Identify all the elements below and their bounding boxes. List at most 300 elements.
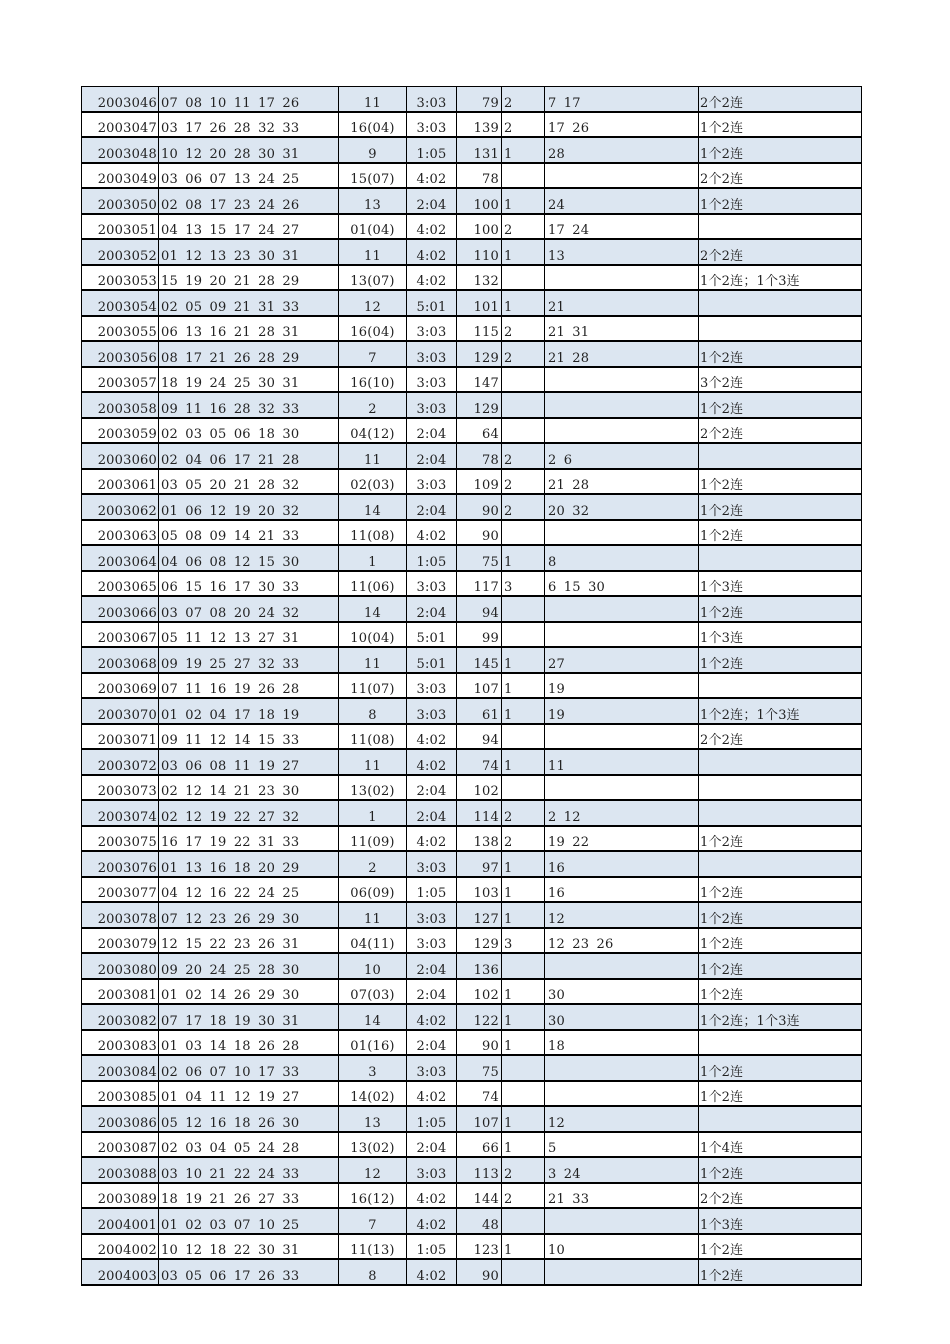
odd-even-ratio-cell: 4:02 — [407, 265, 457, 291]
repeat-numbers-cell: 13 — [545, 239, 699, 265]
blue-ball-cell: 11(13) — [339, 1234, 407, 1260]
repeat-count-cell: 1 — [502, 749, 545, 775]
repeat-count-cell: 1 — [502, 290, 545, 316]
issue-cell: 2003077 — [82, 877, 159, 903]
blue-ball-cell: 16(04) — [339, 112, 407, 138]
odd-even-ratio-cell: 3:03 — [407, 367, 457, 393]
repeat-count-cell — [502, 392, 545, 418]
odd-even-ratio-cell: 2:04 — [407, 775, 457, 801]
repeat-numbers-cell — [545, 1259, 699, 1285]
blue-ball-cell: 13(07) — [339, 265, 407, 291]
consecutive-note-cell: 2个2连 — [699, 163, 862, 189]
numbers-cell: 07 08 10 11 17 26 — [159, 87, 339, 112]
blue-ball-cell: 11 — [339, 902, 407, 928]
numbers-cell: 03 07 08 20 24 32 — [159, 596, 339, 622]
issue-cell: 2003069 — [82, 673, 159, 699]
odd-even-ratio-cell: 1:05 — [407, 877, 457, 903]
numbers-cell: 05 12 16 18 26 30 — [159, 1106, 339, 1132]
blue-ball-cell: 1 — [339, 800, 407, 826]
numbers-cell: 09 11 16 28 32 33 — [159, 392, 339, 418]
repeat-numbers-cell — [545, 724, 699, 750]
odd-even-ratio-cell: 2:04 — [407, 494, 457, 520]
repeat-count-cell: 1 — [502, 1030, 545, 1056]
odd-even-ratio-cell: 3:03 — [407, 341, 457, 367]
issue-cell: 2003049 — [82, 163, 159, 189]
repeat-count-cell: 2 — [502, 112, 545, 138]
blue-ball-cell: 01(16) — [339, 1030, 407, 1056]
repeat-count-cell: 2 — [502, 87, 545, 112]
numbers-cell: 07 17 18 19 30 31 — [159, 1004, 339, 1030]
repeat-numbers-cell: 7 17 — [545, 87, 699, 112]
sum-cell: 107 — [457, 673, 502, 699]
odd-even-ratio-cell: 2:04 — [407, 953, 457, 979]
consecutive-note-cell: 1个2连 — [699, 392, 862, 418]
issue-cell: 2003080 — [82, 953, 159, 979]
blue-ball-cell: 06(09) — [339, 877, 407, 903]
consecutive-note-cell: 1个2连 — [699, 1259, 862, 1285]
sum-cell: 90 — [457, 1030, 502, 1056]
numbers-cell: 03 06 07 13 24 25 — [159, 163, 339, 189]
consecutive-note-cell: 1个2连 — [699, 1081, 862, 1107]
blue-ball-cell: 13 — [339, 188, 407, 214]
sum-cell: 101 — [457, 290, 502, 316]
table-row — [82, 571, 862, 597]
repeat-numbers-cell: 12 — [545, 1106, 699, 1132]
sum-cell: 109 — [457, 469, 502, 495]
blue-ball-cell: 14(02) — [339, 1081, 407, 1107]
repeat-numbers-cell: 16 — [545, 851, 699, 877]
odd-even-ratio-cell: 4:02 — [407, 749, 457, 775]
repeat-numbers-cell: 30 — [545, 1004, 699, 1030]
issue-cell: 2003085 — [82, 1081, 159, 1107]
repeat-count-cell: 2 — [502, 341, 545, 367]
repeat-count-cell — [502, 367, 545, 393]
odd-even-ratio-cell: 3:03 — [407, 928, 457, 954]
repeat-count-cell — [502, 418, 545, 444]
table-row — [82, 87, 862, 112]
consecutive-note-cell: 3个2连 — [699, 367, 862, 393]
numbers-cell: 16 17 19 22 31 33 — [159, 826, 339, 852]
numbers-cell: 01 12 13 23 30 31 — [159, 239, 339, 265]
blue-ball-cell: 16(12) — [339, 1183, 407, 1209]
sum-cell: 115 — [457, 316, 502, 342]
repeat-numbers-cell — [545, 520, 699, 546]
blue-ball-cell: 13(02) — [339, 1132, 407, 1158]
sum-cell: 74 — [457, 749, 502, 775]
repeat-numbers-cell: 19 — [545, 673, 699, 699]
issue-cell: 2003055 — [82, 316, 159, 342]
numbers-cell: 02 08 17 23 24 26 — [159, 188, 339, 214]
repeat-numbers-cell: 12 — [545, 902, 699, 928]
sum-cell: 90 — [457, 494, 502, 520]
table-row — [82, 341, 862, 367]
repeat-numbers-cell — [545, 1081, 699, 1107]
blue-ball-cell: 11(09) — [339, 826, 407, 852]
repeat-count-cell — [502, 1081, 545, 1107]
issue-cell: 2003082 — [82, 1004, 159, 1030]
repeat-count-cell: 1 — [502, 979, 545, 1005]
numbers-cell: 02 06 07 10 17 33 — [159, 1055, 339, 1081]
repeat-numbers-cell — [545, 775, 699, 801]
consecutive-note-cell: 1个2连 — [699, 137, 862, 163]
consecutive-note-cell: 1个3连 — [699, 571, 862, 597]
sum-cell: 139 — [457, 112, 502, 138]
issue-cell: 2003078 — [82, 902, 159, 928]
consecutive-note-cell: 2个2连 — [699, 724, 862, 750]
numbers-cell: 12 15 22 23 26 31 — [159, 928, 339, 954]
repeat-numbers-cell — [545, 265, 699, 291]
numbers-cell: 02 03 04 05 24 28 — [159, 1132, 339, 1158]
consecutive-note-cell — [699, 851, 862, 877]
issue-cell: 2003070 — [82, 698, 159, 724]
table-row — [82, 469, 862, 495]
blue-ball-cell: 7 — [339, 1208, 407, 1234]
issue-cell: 2003048 — [82, 137, 159, 163]
repeat-count-cell — [502, 265, 545, 291]
issue-cell: 2003060 — [82, 443, 159, 469]
numbers-cell: 04 12 16 22 24 25 — [159, 877, 339, 903]
repeat-count-cell: 1 — [502, 647, 545, 673]
repeat-count-cell: 1 — [502, 902, 545, 928]
table-body — [82, 87, 862, 1285]
repeat-numbers-cell: 24 — [545, 188, 699, 214]
odd-even-ratio-cell: 4:02 — [407, 520, 457, 546]
blue-ball-cell: 04(12) — [339, 418, 407, 444]
table-row — [82, 953, 862, 979]
issue-cell: 2003068 — [82, 647, 159, 673]
issue-cell: 2003046 — [82, 87, 159, 112]
table-row — [82, 851, 862, 877]
issue-cell: 2003065 — [82, 571, 159, 597]
numbers-cell: 01 02 14 26 29 30 — [159, 979, 339, 1005]
table-row — [82, 928, 862, 954]
table-row — [82, 800, 862, 826]
repeat-count-cell — [502, 953, 545, 979]
blue-ball-cell: 11 — [339, 647, 407, 673]
repeat-numbers-cell: 12 23 26 — [545, 928, 699, 954]
odd-even-ratio-cell: 5:01 — [407, 647, 457, 673]
numbers-cell: 02 04 06 17 21 28 — [159, 443, 339, 469]
odd-even-ratio-cell: 1:05 — [407, 545, 457, 571]
repeat-numbers-cell: 2 12 — [545, 800, 699, 826]
odd-even-ratio-cell: 4:02 — [407, 1259, 457, 1285]
consecutive-note-cell — [699, 673, 862, 699]
blue-ball-cell: 11(07) — [339, 673, 407, 699]
consecutive-note-cell: 1个2连 — [699, 188, 862, 214]
issue-cell: 2003076 — [82, 851, 159, 877]
sum-cell: 129 — [457, 341, 502, 367]
repeat-numbers-cell — [545, 367, 699, 393]
repeat-numbers-cell: 21 28 — [545, 469, 699, 495]
numbers-cell: 05 11 12 13 27 31 — [159, 622, 339, 648]
lottery-data-table — [81, 86, 862, 1286]
blue-ball-cell: 9 — [339, 137, 407, 163]
blue-ball-cell: 11(06) — [339, 571, 407, 597]
numbers-cell: 02 12 14 21 23 30 — [159, 775, 339, 801]
blue-ball-cell: 16(04) — [339, 316, 407, 342]
repeat-numbers-cell: 27 — [545, 647, 699, 673]
issue-cell: 2003047 — [82, 112, 159, 138]
table-row — [82, 647, 862, 673]
repeat-count-cell: 2 — [502, 443, 545, 469]
repeat-count-cell: 1 — [502, 877, 545, 903]
table-row — [82, 163, 862, 189]
consecutive-note-cell: 1个2连 — [699, 1055, 862, 1081]
numbers-cell: 02 12 19 22 27 32 — [159, 800, 339, 826]
blue-ball-cell: 10(04) — [339, 622, 407, 648]
numbers-cell: 09 19 25 27 32 33 — [159, 647, 339, 673]
sum-cell: 94 — [457, 596, 502, 622]
consecutive-note-cell: 1个2连 — [699, 1157, 862, 1183]
numbers-cell: 18 19 24 25 30 31 — [159, 367, 339, 393]
repeat-count-cell — [502, 1259, 545, 1285]
blue-ball-cell: 14 — [339, 494, 407, 520]
issue-cell: 2003066 — [82, 596, 159, 622]
sum-cell: 129 — [457, 392, 502, 418]
sum-cell: 61 — [457, 698, 502, 724]
repeat-count-cell — [502, 163, 545, 189]
issue-cell: 2004001 — [82, 1208, 159, 1234]
repeat-numbers-cell: 11 — [545, 749, 699, 775]
sum-cell: 48 — [457, 1208, 502, 1234]
sum-cell: 103 — [457, 877, 502, 903]
repeat-numbers-cell — [545, 622, 699, 648]
blue-ball-cell: 10 — [339, 953, 407, 979]
blue-ball-cell: 12 — [339, 1157, 407, 1183]
repeat-count-cell: 1 — [502, 1106, 545, 1132]
consecutive-note-cell: 1个2连 — [699, 953, 862, 979]
blue-ball-cell: 13(02) — [339, 775, 407, 801]
consecutive-note-cell: 1个2连 — [699, 902, 862, 928]
odd-even-ratio-cell: 2:04 — [407, 1030, 457, 1056]
odd-even-ratio-cell: 3:03 — [407, 316, 457, 342]
table-row — [82, 443, 862, 469]
consecutive-note-cell: 1个3连 — [699, 1208, 862, 1234]
table-row — [82, 545, 862, 571]
numbers-cell: 05 08 09 14 21 33 — [159, 520, 339, 546]
repeat-numbers-cell: 6 15 30 — [545, 571, 699, 597]
sum-cell: 138 — [457, 826, 502, 852]
consecutive-note-cell: 1个2连 — [699, 928, 862, 954]
repeat-count-cell: 1 — [502, 188, 545, 214]
sum-cell: 145 — [457, 647, 502, 673]
repeat-count-cell — [502, 622, 545, 648]
repeat-numbers-cell — [545, 953, 699, 979]
issue-cell: 2003074 — [82, 800, 159, 826]
consecutive-note-cell: 1个2连；1个3连 — [699, 698, 862, 724]
repeat-numbers-cell: 16 — [545, 877, 699, 903]
table-row — [82, 902, 862, 928]
sum-cell: 136 — [457, 953, 502, 979]
repeat-count-cell: 2 — [502, 1157, 545, 1183]
consecutive-note-cell — [699, 214, 862, 240]
repeat-count-cell — [502, 520, 545, 546]
sum-cell: 132 — [457, 265, 502, 291]
repeat-numbers-cell: 20 32 — [545, 494, 699, 520]
issue-cell: 2003072 — [82, 749, 159, 775]
odd-even-ratio-cell: 3:03 — [407, 87, 457, 112]
repeat-numbers-cell — [545, 596, 699, 622]
numbers-cell: 06 13 16 21 28 31 — [159, 316, 339, 342]
consecutive-note-cell — [699, 443, 862, 469]
consecutive-note-cell: 1个2连 — [699, 469, 862, 495]
sum-cell: 123 — [457, 1234, 502, 1260]
repeat-numbers-cell: 8 — [545, 545, 699, 571]
table-row — [82, 1132, 862, 1158]
table-row — [82, 698, 862, 724]
odd-even-ratio-cell: 2:04 — [407, 596, 457, 622]
table-row — [82, 1055, 862, 1081]
repeat-count-cell: 1 — [502, 698, 545, 724]
issue-cell: 2003063 — [82, 520, 159, 546]
odd-even-ratio-cell: 4:02 — [407, 163, 457, 189]
consecutive-note-cell: 2个2连 — [699, 418, 862, 444]
blue-ball-cell: 02(03) — [339, 469, 407, 495]
odd-even-ratio-cell: 2:04 — [407, 979, 457, 1005]
odd-even-ratio-cell: 3:03 — [407, 571, 457, 597]
numbers-cell: 18 19 21 26 27 33 — [159, 1183, 339, 1209]
odd-even-ratio-cell: 3:03 — [407, 469, 457, 495]
odd-even-ratio-cell: 1:05 — [407, 137, 457, 163]
repeat-count-cell: 1 — [502, 239, 545, 265]
table-row — [82, 724, 862, 750]
issue-cell: 2003051 — [82, 214, 159, 240]
blue-ball-cell: 2 — [339, 392, 407, 418]
table-row — [82, 673, 862, 699]
issue-cell: 2003081 — [82, 979, 159, 1005]
repeat-count-cell: 1 — [502, 1004, 545, 1030]
repeat-count-cell: 1 — [502, 137, 545, 163]
issue-cell: 2003059 — [82, 418, 159, 444]
repeat-numbers-cell: 21 33 — [545, 1183, 699, 1209]
numbers-cell: 06 15 16 17 30 33 — [159, 571, 339, 597]
consecutive-note-cell: 1个2连 — [699, 112, 862, 138]
table-row — [82, 1004, 862, 1030]
consecutive-note-cell — [699, 316, 862, 342]
consecutive-note-cell: 2个2连 — [699, 239, 862, 265]
sum-cell: 113 — [457, 1157, 502, 1183]
table-row — [82, 1081, 862, 1107]
table-row — [82, 596, 862, 622]
sum-cell: 75 — [457, 1055, 502, 1081]
issue-cell: 2003079 — [82, 928, 159, 954]
odd-even-ratio-cell: 4:02 — [407, 1183, 457, 1209]
repeat-count-cell — [502, 1055, 545, 1081]
blue-ball-cell: 1 — [339, 545, 407, 571]
issue-cell: 2003088 — [82, 1157, 159, 1183]
repeat-numbers-cell — [545, 418, 699, 444]
numbers-cell: 01 03 14 18 26 28 — [159, 1030, 339, 1056]
repeat-count-cell: 3 — [502, 928, 545, 954]
blue-ball-cell: 11(08) — [339, 724, 407, 750]
table-row — [82, 520, 862, 546]
table-row — [82, 265, 862, 291]
repeat-numbers-cell: 17 24 — [545, 214, 699, 240]
sum-cell: 75 — [457, 545, 502, 571]
table-row — [82, 775, 862, 801]
numbers-cell: 09 20 24 25 28 30 — [159, 953, 339, 979]
odd-even-ratio-cell: 3:03 — [407, 698, 457, 724]
numbers-cell: 03 10 21 22 24 33 — [159, 1157, 339, 1183]
consecutive-note-cell: 1个2连 — [699, 341, 862, 367]
issue-cell: 2003064 — [82, 545, 159, 571]
blue-ball-cell: 15(07) — [339, 163, 407, 189]
odd-even-ratio-cell: 5:01 — [407, 290, 457, 316]
numbers-cell: 07 12 23 26 29 30 — [159, 902, 339, 928]
repeat-numbers-cell: 30 — [545, 979, 699, 1005]
repeat-count-cell — [502, 724, 545, 750]
odd-even-ratio-cell: 5:01 — [407, 622, 457, 648]
blue-ball-cell: 14 — [339, 1004, 407, 1030]
consecutive-note-cell: 1个2连 — [699, 494, 862, 520]
sum-cell: 74 — [457, 1081, 502, 1107]
table-row — [82, 979, 862, 1005]
issue-cell: 2003086 — [82, 1106, 159, 1132]
numbers-cell: 08 17 21 26 28 29 — [159, 341, 339, 367]
odd-even-ratio-cell: 3:03 — [407, 112, 457, 138]
table-row — [82, 877, 862, 903]
numbers-cell: 15 19 20 21 28 29 — [159, 265, 339, 291]
blue-ball-cell: 12 — [339, 290, 407, 316]
table-row — [82, 494, 862, 520]
odd-even-ratio-cell: 4:02 — [407, 1081, 457, 1107]
odd-even-ratio-cell: 4:02 — [407, 1004, 457, 1030]
repeat-count-cell: 2 — [502, 469, 545, 495]
numbers-cell: 02 03 05 06 18 30 — [159, 418, 339, 444]
blue-ball-cell: 13 — [339, 1106, 407, 1132]
issue-cell: 2003054 — [82, 290, 159, 316]
consecutive-note-cell: 1个2连 — [699, 647, 862, 673]
repeat-count-cell: 3 — [502, 571, 545, 597]
repeat-numbers-cell: 28 — [545, 137, 699, 163]
issue-cell: 2003058 — [82, 392, 159, 418]
numbers-cell: 04 06 08 12 15 30 — [159, 545, 339, 571]
repeat-numbers-cell: 21 28 — [545, 341, 699, 367]
issue-cell: 2003052 — [82, 239, 159, 265]
sum-cell: 100 — [457, 188, 502, 214]
repeat-numbers-cell: 17 26 — [545, 112, 699, 138]
issue-cell: 2003083 — [82, 1030, 159, 1056]
table-row — [82, 622, 862, 648]
sum-cell: 147 — [457, 367, 502, 393]
issue-cell: 2003050 — [82, 188, 159, 214]
issue-cell: 2003056 — [82, 341, 159, 367]
table-row — [82, 188, 862, 214]
odd-even-ratio-cell: 2:04 — [407, 188, 457, 214]
issue-cell: 2003084 — [82, 1055, 159, 1081]
numbers-cell: 01 04 11 12 19 27 — [159, 1081, 339, 1107]
numbers-cell: 01 02 04 17 18 19 — [159, 698, 339, 724]
table-row — [82, 418, 862, 444]
numbers-cell: 02 05 09 21 31 33 — [159, 290, 339, 316]
repeat-numbers-cell: 3 24 — [545, 1157, 699, 1183]
odd-even-ratio-cell: 4:02 — [407, 1208, 457, 1234]
repeat-count-cell: 1 — [502, 1234, 545, 1260]
repeat-count-cell: 2 — [502, 1183, 545, 1209]
table-row — [82, 239, 862, 265]
consecutive-note-cell — [699, 290, 862, 316]
sum-cell: 144 — [457, 1183, 502, 1209]
repeat-count-cell: 2 — [502, 800, 545, 826]
consecutive-note-cell — [699, 775, 862, 801]
sum-cell: 94 — [457, 724, 502, 750]
odd-even-ratio-cell: 4:02 — [407, 826, 457, 852]
blue-ball-cell: 16(10) — [339, 367, 407, 393]
odd-even-ratio-cell: 3:03 — [407, 902, 457, 928]
consecutive-note-cell: 1个2连 — [699, 1234, 862, 1260]
sum-cell: 102 — [457, 775, 502, 801]
table-row — [82, 826, 862, 852]
